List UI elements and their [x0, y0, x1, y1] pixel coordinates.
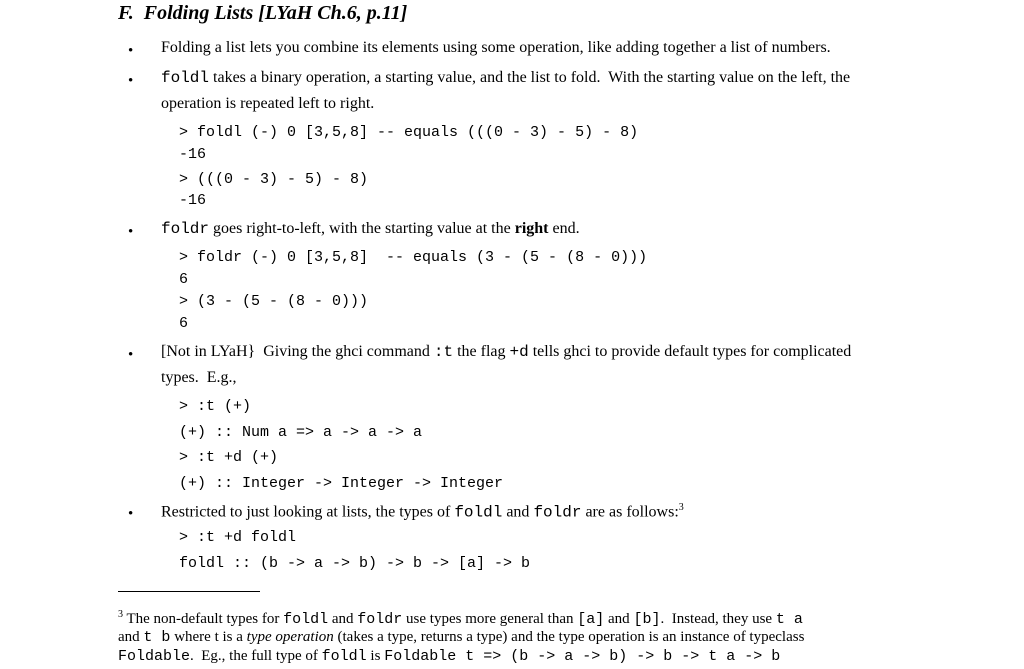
inline-code: foldr [533, 503, 582, 522]
text-run: [Not in LYaH} Giving the ghci command [161, 343, 434, 360]
text-run: . Eg., the full type of [190, 648, 322, 664]
text-run: takes a binary operation, a starting value, and the list to fold. With the starting value on the left, the [209, 69, 851, 86]
text-run: (takes a type, returns a type) and the type operation is an instance of typeclass [333, 629, 805, 645]
text-run: is [366, 648, 385, 664]
code-line: -16 [179, 146, 207, 163]
inline-code: :t [433, 343, 454, 361]
italic-text: type operation [246, 629, 334, 645]
section-title: F. Folding Lists [LYaH Ch.6, p.11] [118, 2, 408, 24]
text-run: The non-default types for [123, 611, 284, 627]
inline-code: foldl [283, 611, 329, 628]
inline-code: Foldable t => (b -> a -> b) -> b -> t a -> b [384, 648, 781, 665]
text-run: end. [548, 220, 580, 237]
code-line: -16 [179, 192, 207, 209]
text-run: Restricted to just looking at lists, the types of [161, 503, 455, 521]
footnote-number: 3 [118, 609, 123, 620]
code-line: > foldr (-) 0 [3,5,8] -- equals (3 - (5 - (8 - 0))) [179, 249, 648, 266]
inline-code: foldl [454, 503, 503, 522]
bullet-3-text [161, 220, 580, 238]
text-run: and [118, 629, 144, 645]
code-line: > :t +d foldl [179, 529, 297, 546]
footnote-ref: 3 [678, 502, 684, 513]
text-run: and [502, 503, 534, 521]
code-line: > (((0 - 3) - 5) - 8) [179, 171, 369, 188]
footnote-rule [118, 591, 260, 592]
text-run: are as follows: [581, 503, 679, 521]
inline-code: [a] [577, 611, 605, 628]
text-run: . Instead, they use [660, 611, 776, 627]
code-line: > :t +d (+) [179, 449, 279, 466]
code-line: > :t (+) [179, 398, 252, 415]
bullet-1-text: Folding a list lets you combine its elements using some operation, like adding together a list of numbers. [161, 39, 831, 56]
text-run: goes right-to-left, with the starting value at the [209, 220, 515, 237]
bullet-2-line-2: operation is repeated left to right. [161, 95, 375, 112]
code-line: > (3 - (5 - (8 - 0))) [179, 293, 369, 310]
bullet-4-line-1 [161, 343, 851, 361]
footnote-line-3 [118, 648, 780, 665]
bullet-2-line-1 [161, 69, 850, 87]
bullet-4-line-2: types. E.g., [161, 369, 237, 386]
text-run: and [328, 611, 358, 627]
inline-code: foldl [321, 648, 367, 665]
bullet-5-marker: • [128, 506, 134, 522]
text-run: the flag [453, 343, 510, 360]
footnote-line-1 [118, 609, 803, 628]
footnote-line-2 [118, 629, 804, 646]
inline-code: foldl [161, 69, 210, 87]
text-run: tells ghci to provide default types for complicated [528, 343, 852, 360]
code-line: 6 [179, 271, 189, 288]
text-run: and [604, 611, 634, 627]
bold-text: right [514, 220, 549, 237]
inline-code: +d [509, 343, 529, 361]
inline-code: t a [775, 611, 803, 628]
bullet-5-text [161, 502, 684, 521]
inline-code: foldr [357, 611, 403, 628]
bullet-1-marker: • [128, 43, 134, 59]
code-line: foldl :: (b -> a -> b) -> b -> [a] -> b [179, 555, 531, 572]
code-line: (+) :: Num a => a -> a -> a [179, 424, 423, 441]
text-run: where t is a [170, 629, 247, 645]
code-line: > foldl (-) 0 [3,5,8] -- equals (((0 - 3) - 5) - 8) [179, 124, 639, 141]
bullet-4-marker: • [128, 347, 134, 363]
bullet-2-marker: • [128, 73, 134, 89]
bullet-3-marker: • [128, 224, 134, 240]
inline-code: [b] [633, 611, 661, 628]
inline-code: t b [143, 629, 171, 646]
code-line: (+) :: Integer -> Integer -> Integer [179, 475, 504, 492]
inline-code: foldr [161, 220, 210, 238]
inline-code: Foldable [118, 648, 191, 665]
text-run: use types more general than [402, 611, 578, 627]
code-line: 6 [179, 315, 189, 332]
